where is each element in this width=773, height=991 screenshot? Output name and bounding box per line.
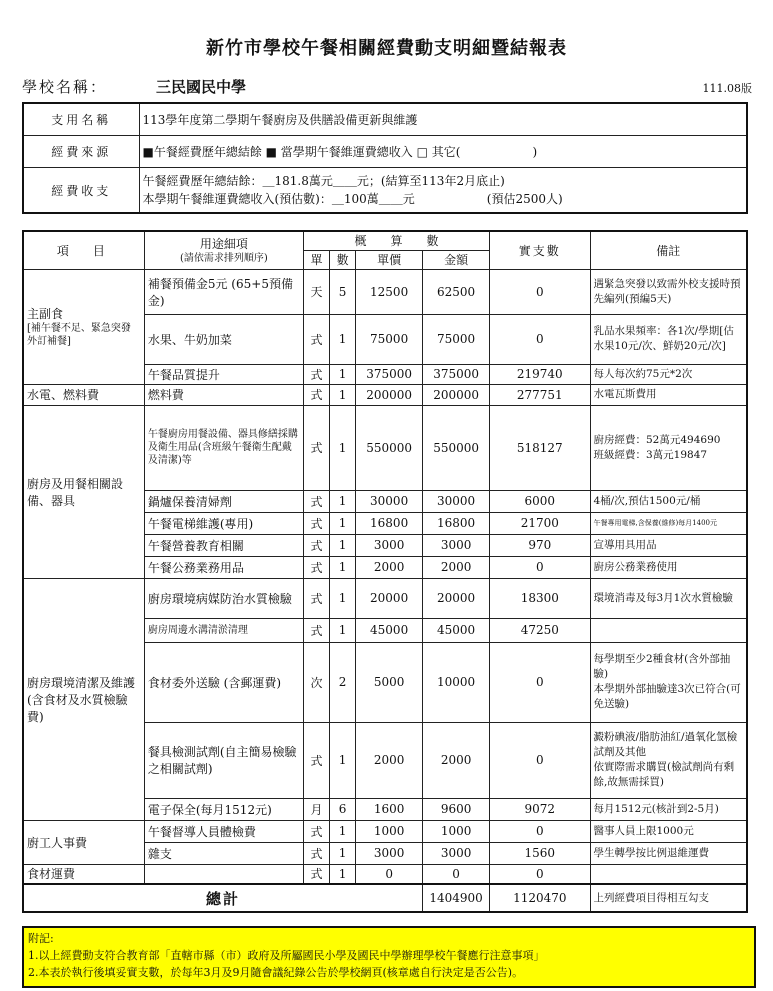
row-qty: 1 bbox=[330, 405, 356, 490]
info-table bbox=[22, 102, 748, 214]
row-actual: 1560 bbox=[490, 842, 590, 864]
row-detail: 廚房環境病媒防治水質檢驗 bbox=[144, 578, 303, 618]
row-unit: 式 bbox=[303, 722, 329, 798]
row-amount: 3000 bbox=[423, 534, 490, 556]
row-remarks-cell bbox=[590, 405, 747, 490]
row-amount: 2000 bbox=[423, 556, 490, 578]
row-price: 75000 bbox=[356, 314, 423, 364]
row-actual: 0 bbox=[490, 820, 590, 842]
row-actual: 18300 bbox=[490, 578, 590, 618]
group-main-food-sub: [補午餐不足、緊急突發外訂補餐] bbox=[27, 323, 131, 347]
total-label: 總計 bbox=[23, 884, 423, 912]
source-value: ■午餐經費歷年總結餘 ■ 當學期午餐維運費總收入 □ 其它( ) bbox=[139, 136, 747, 168]
row-actual: 219740 bbox=[490, 364, 590, 384]
row-qty: 2 bbox=[330, 642, 356, 722]
row-remarks-2: 本學期外部抽驗達3次已符合(可免送驗) bbox=[593, 683, 741, 710]
row-amount: 30000 bbox=[423, 490, 490, 512]
header-price: 單價 bbox=[356, 250, 423, 269]
row-detail: 廚房周邊水溝清淤清理 bbox=[144, 618, 303, 642]
row-actual: 277751 bbox=[490, 384, 590, 405]
row-amount: 550000 bbox=[423, 405, 490, 490]
school-label: 學校名稱： bbox=[22, 78, 108, 96]
row-remarks: 廚房經費：52萬元494690 bbox=[593, 433, 721, 446]
footer-line-1: 1.以上經費動支符合教育部「直轄市縣（市）政府及所屬國民小學及國民中學辦理學校午餐應行注意事項」 bbox=[28, 949, 545, 962]
row-unit: 式 bbox=[303, 578, 329, 618]
row-amount: 9600 bbox=[423, 798, 490, 820]
row-qty: 1 bbox=[330, 314, 356, 364]
balance-line-2: 本學期午餐維運費總收入(預估數)：＿100萬＿＿元 (預估2500人) bbox=[142, 192, 563, 206]
row-actual: 0 bbox=[490, 269, 590, 314]
row-price: 1600 bbox=[356, 798, 423, 820]
row-unit: 式 bbox=[303, 820, 329, 842]
row-unit: 月 bbox=[303, 798, 329, 820]
group-main-food bbox=[23, 269, 144, 384]
table-row bbox=[23, 405, 747, 490]
row-qty: 1 bbox=[330, 534, 356, 556]
row-detail: 午餐廚房用餐設備、器具修繕採購及衛生用品(含班級午餐衛生配戴及清潔)等 bbox=[144, 405, 303, 490]
row-qty: 1 bbox=[330, 512, 356, 534]
row-price: 45000 bbox=[356, 618, 423, 642]
row-remarks-cell bbox=[590, 722, 747, 798]
row-remarks: 廚房公務業務使用 bbox=[590, 556, 747, 578]
row-remarks: 乳品水果頻率：各1次/學期[估水果10元/次、鮮奶20元/次] bbox=[590, 314, 747, 364]
row-unit: 式 bbox=[303, 314, 329, 364]
row-amount: 3000 bbox=[423, 842, 490, 864]
total-actual: 1120470 bbox=[490, 884, 590, 912]
school-row bbox=[22, 76, 752, 98]
row-amount: 375000 bbox=[423, 364, 490, 384]
row-unit: 式 bbox=[303, 364, 329, 384]
row-remarks-2: 依實際需求購買(檢試劑尚有剩餘,故無需採買) bbox=[593, 761, 735, 788]
row-price: 20000 bbox=[356, 578, 423, 618]
header-remarks: 備註 bbox=[590, 231, 747, 269]
row-price: 550000 bbox=[356, 405, 423, 490]
row-actual: 21700 bbox=[490, 512, 590, 534]
row-detail: 午餐品質提升 bbox=[144, 364, 303, 384]
form-version: 111.08版 bbox=[702, 82, 752, 95]
row-amount: 16800 bbox=[423, 512, 490, 534]
header-unit: 單 bbox=[303, 250, 329, 269]
row-actual: 0 bbox=[490, 314, 590, 364]
row-amount: 10000 bbox=[423, 642, 490, 722]
row-remarks: 遇緊急突發以致需外校支援時預先編列(預編5天) bbox=[590, 269, 747, 314]
row-remarks-2: 班級經費：3萬元19847 bbox=[593, 448, 708, 461]
balance-value bbox=[139, 168, 747, 214]
header-qty: 數 bbox=[330, 250, 356, 269]
total-row bbox=[23, 884, 747, 912]
usage-value: 113學年度第二學期午餐廚房及供膳設備更新與維護 bbox=[139, 103, 747, 136]
row-price: 30000 bbox=[356, 490, 423, 512]
row-unit: 式 bbox=[303, 556, 329, 578]
row-detail: 午餐督導人員體檢費 bbox=[144, 820, 303, 842]
row-actual: 6000 bbox=[490, 490, 590, 512]
balance-label: 經費收支 bbox=[23, 168, 139, 214]
row-price: 16800 bbox=[356, 512, 423, 534]
row-price: 12500 bbox=[356, 269, 423, 314]
row-qty: 6 bbox=[330, 798, 356, 820]
row-detail: 餐具檢測試劑(自主簡易檢驗之相關試劑) bbox=[144, 722, 303, 798]
header-amount: 金額 bbox=[423, 250, 490, 269]
row-detail: 午餐營養教育相關 bbox=[144, 534, 303, 556]
row-detail: 午餐公務業務用品 bbox=[144, 556, 303, 578]
row-unit: 式 bbox=[303, 405, 329, 490]
page-title: 新竹市學校午餐相關經費動支明細暨結報表 bbox=[206, 38, 567, 59]
group-ingredient-freight: 食材運費 bbox=[23, 864, 144, 884]
row-qty: 1 bbox=[330, 618, 356, 642]
row-detail: 水果、牛奶加菜 bbox=[144, 314, 303, 364]
source-label: 經費來源 bbox=[23, 136, 139, 168]
group-main-food-label: 主副食 bbox=[27, 307, 64, 321]
row-unit: 式 bbox=[303, 490, 329, 512]
row-actual: 518127 bbox=[490, 405, 590, 490]
row-price: 3000 bbox=[356, 534, 423, 556]
row-price: 5000 bbox=[356, 642, 423, 722]
row-remarks: 宣導用具用品 bbox=[590, 534, 747, 556]
row-unit: 天 bbox=[303, 269, 329, 314]
row-unit: 次 bbox=[303, 642, 329, 722]
row-detail: 雜支 bbox=[144, 842, 303, 864]
row-price: 200000 bbox=[356, 384, 423, 405]
row-price: 375000 bbox=[356, 364, 423, 384]
group-kitchen-equipment: 廚房及用餐相關設備、器具 bbox=[23, 405, 144, 578]
row-qty: 1 bbox=[330, 384, 356, 405]
row-actual: 47250 bbox=[490, 618, 590, 642]
row-actual: 970 bbox=[490, 534, 590, 556]
row-detail: 電子保全(每月1512元) bbox=[144, 798, 303, 820]
row-amount: 2000 bbox=[423, 722, 490, 798]
header-estimate: 概 算 數 bbox=[303, 231, 489, 250]
row-unit: 式 bbox=[303, 512, 329, 534]
row-price: 3000 bbox=[356, 842, 423, 864]
balance-line-1: 午餐經費歷年總結餘：＿181.8萬元＿＿元；(結算至113年2月底止) bbox=[142, 174, 505, 188]
row-unit: 式 bbox=[303, 618, 329, 642]
row-qty: 1 bbox=[330, 864, 356, 884]
group-kitchen-cleaning: 廚房環境清潔及維護(含食材及水質檢驗費) bbox=[23, 578, 144, 820]
row-detail: 食材委外送驗 (含郵運費) bbox=[144, 642, 303, 722]
header-detail-label: 用途細項 bbox=[199, 237, 248, 252]
row-amount: 0 bbox=[423, 864, 490, 884]
row-qty: 1 bbox=[330, 842, 356, 864]
header-actual: 實支數 bbox=[490, 231, 590, 269]
row-remarks-cell bbox=[590, 642, 747, 722]
row-actual: 9072 bbox=[490, 798, 590, 820]
row-unit: 式 bbox=[303, 864, 329, 884]
footer-heading: 附記: bbox=[28, 932, 54, 945]
footer-line-2: 2.本表於執行後填妥實支數，於每年3月及9月隨會議紀錄公告於學校網頁(核章處自行決定是否公告)。 bbox=[28, 966, 524, 979]
row-qty: 1 bbox=[330, 722, 356, 798]
row-remarks: 午餐專用電梯,含保養(維修)每月1400元 bbox=[590, 512, 747, 534]
row-qty: 1 bbox=[330, 820, 356, 842]
row-remarks: 醫事人員上限1000元 bbox=[590, 820, 747, 842]
table-row bbox=[23, 578, 747, 618]
row-qty: 1 bbox=[330, 490, 356, 512]
table-row bbox=[23, 269, 747, 314]
row-qty: 1 bbox=[330, 364, 356, 384]
row-detail: 燃料費 bbox=[144, 384, 303, 405]
row-actual: 0 bbox=[490, 642, 590, 722]
table-row bbox=[23, 384, 747, 405]
header-detail-sub: (請依需求排列順序) bbox=[179, 253, 268, 265]
row-amount: 1000 bbox=[423, 820, 490, 842]
row-detail bbox=[144, 864, 303, 884]
row-unit: 式 bbox=[303, 384, 329, 405]
school-name: 三民國民中學 bbox=[156, 78, 247, 96]
row-remarks bbox=[590, 864, 747, 884]
row-remarks: 水電瓦斯費用 bbox=[590, 384, 747, 405]
row-remarks: 澱粉碘液/脂肪油紅/過氧化氫檢試劑及其他 bbox=[593, 731, 738, 758]
row-amount: 45000 bbox=[423, 618, 490, 642]
row-actual: 0 bbox=[490, 722, 590, 798]
row-amount: 20000 bbox=[423, 578, 490, 618]
row-detail: 補餐預備金5元 (65+5預備金) bbox=[144, 269, 303, 314]
row-remarks: 每月1512元(核計到2-5月) bbox=[590, 798, 747, 820]
table-row bbox=[23, 820, 747, 842]
row-price: 0 bbox=[356, 864, 423, 884]
row-remarks: 每人每次約75元*2次 bbox=[590, 364, 747, 384]
row-remarks: 環境消毒及每3月1次水質檢驗 bbox=[590, 578, 747, 618]
row-remarks: 學生轉學按比例退維運費 bbox=[590, 842, 747, 864]
footer-notes bbox=[22, 926, 756, 988]
table-row bbox=[23, 864, 747, 884]
total-remarks: 上列經費項目得相互勾支 bbox=[590, 884, 747, 912]
row-amount: 200000 bbox=[423, 384, 490, 405]
row-price: 1000 bbox=[356, 820, 423, 842]
usage-label: 支用名稱 bbox=[23, 103, 139, 136]
budget-table bbox=[22, 230, 748, 913]
row-qty: 1 bbox=[330, 556, 356, 578]
header-detail bbox=[144, 231, 303, 269]
row-detail: 鍋爐保養清婦劑 bbox=[144, 490, 303, 512]
row-remarks bbox=[590, 618, 747, 642]
row-actual: 0 bbox=[490, 556, 590, 578]
row-price: 2000 bbox=[356, 722, 423, 798]
group-staff: 廚工人事費 bbox=[23, 820, 144, 864]
group-utilities: 水電、燃料費 bbox=[23, 384, 144, 405]
row-remarks: 每學期至少2種食材(含外部抽驗) bbox=[593, 653, 731, 680]
row-qty: 1 bbox=[330, 578, 356, 618]
row-qty: 5 bbox=[330, 269, 356, 314]
row-amount: 75000 bbox=[423, 314, 490, 364]
row-unit: 式 bbox=[303, 534, 329, 556]
total-amount: 1404900 bbox=[423, 884, 490, 912]
row-amount: 62500 bbox=[423, 269, 490, 314]
row-unit: 式 bbox=[303, 842, 329, 864]
row-price: 2000 bbox=[356, 556, 423, 578]
row-remarks: 4桶/次,預估1500元/桶 bbox=[590, 490, 747, 512]
row-actual: 0 bbox=[490, 864, 590, 884]
header-item: 項 目 bbox=[23, 231, 144, 269]
row-detail: 午餐電梯維護(專用) bbox=[144, 512, 303, 534]
